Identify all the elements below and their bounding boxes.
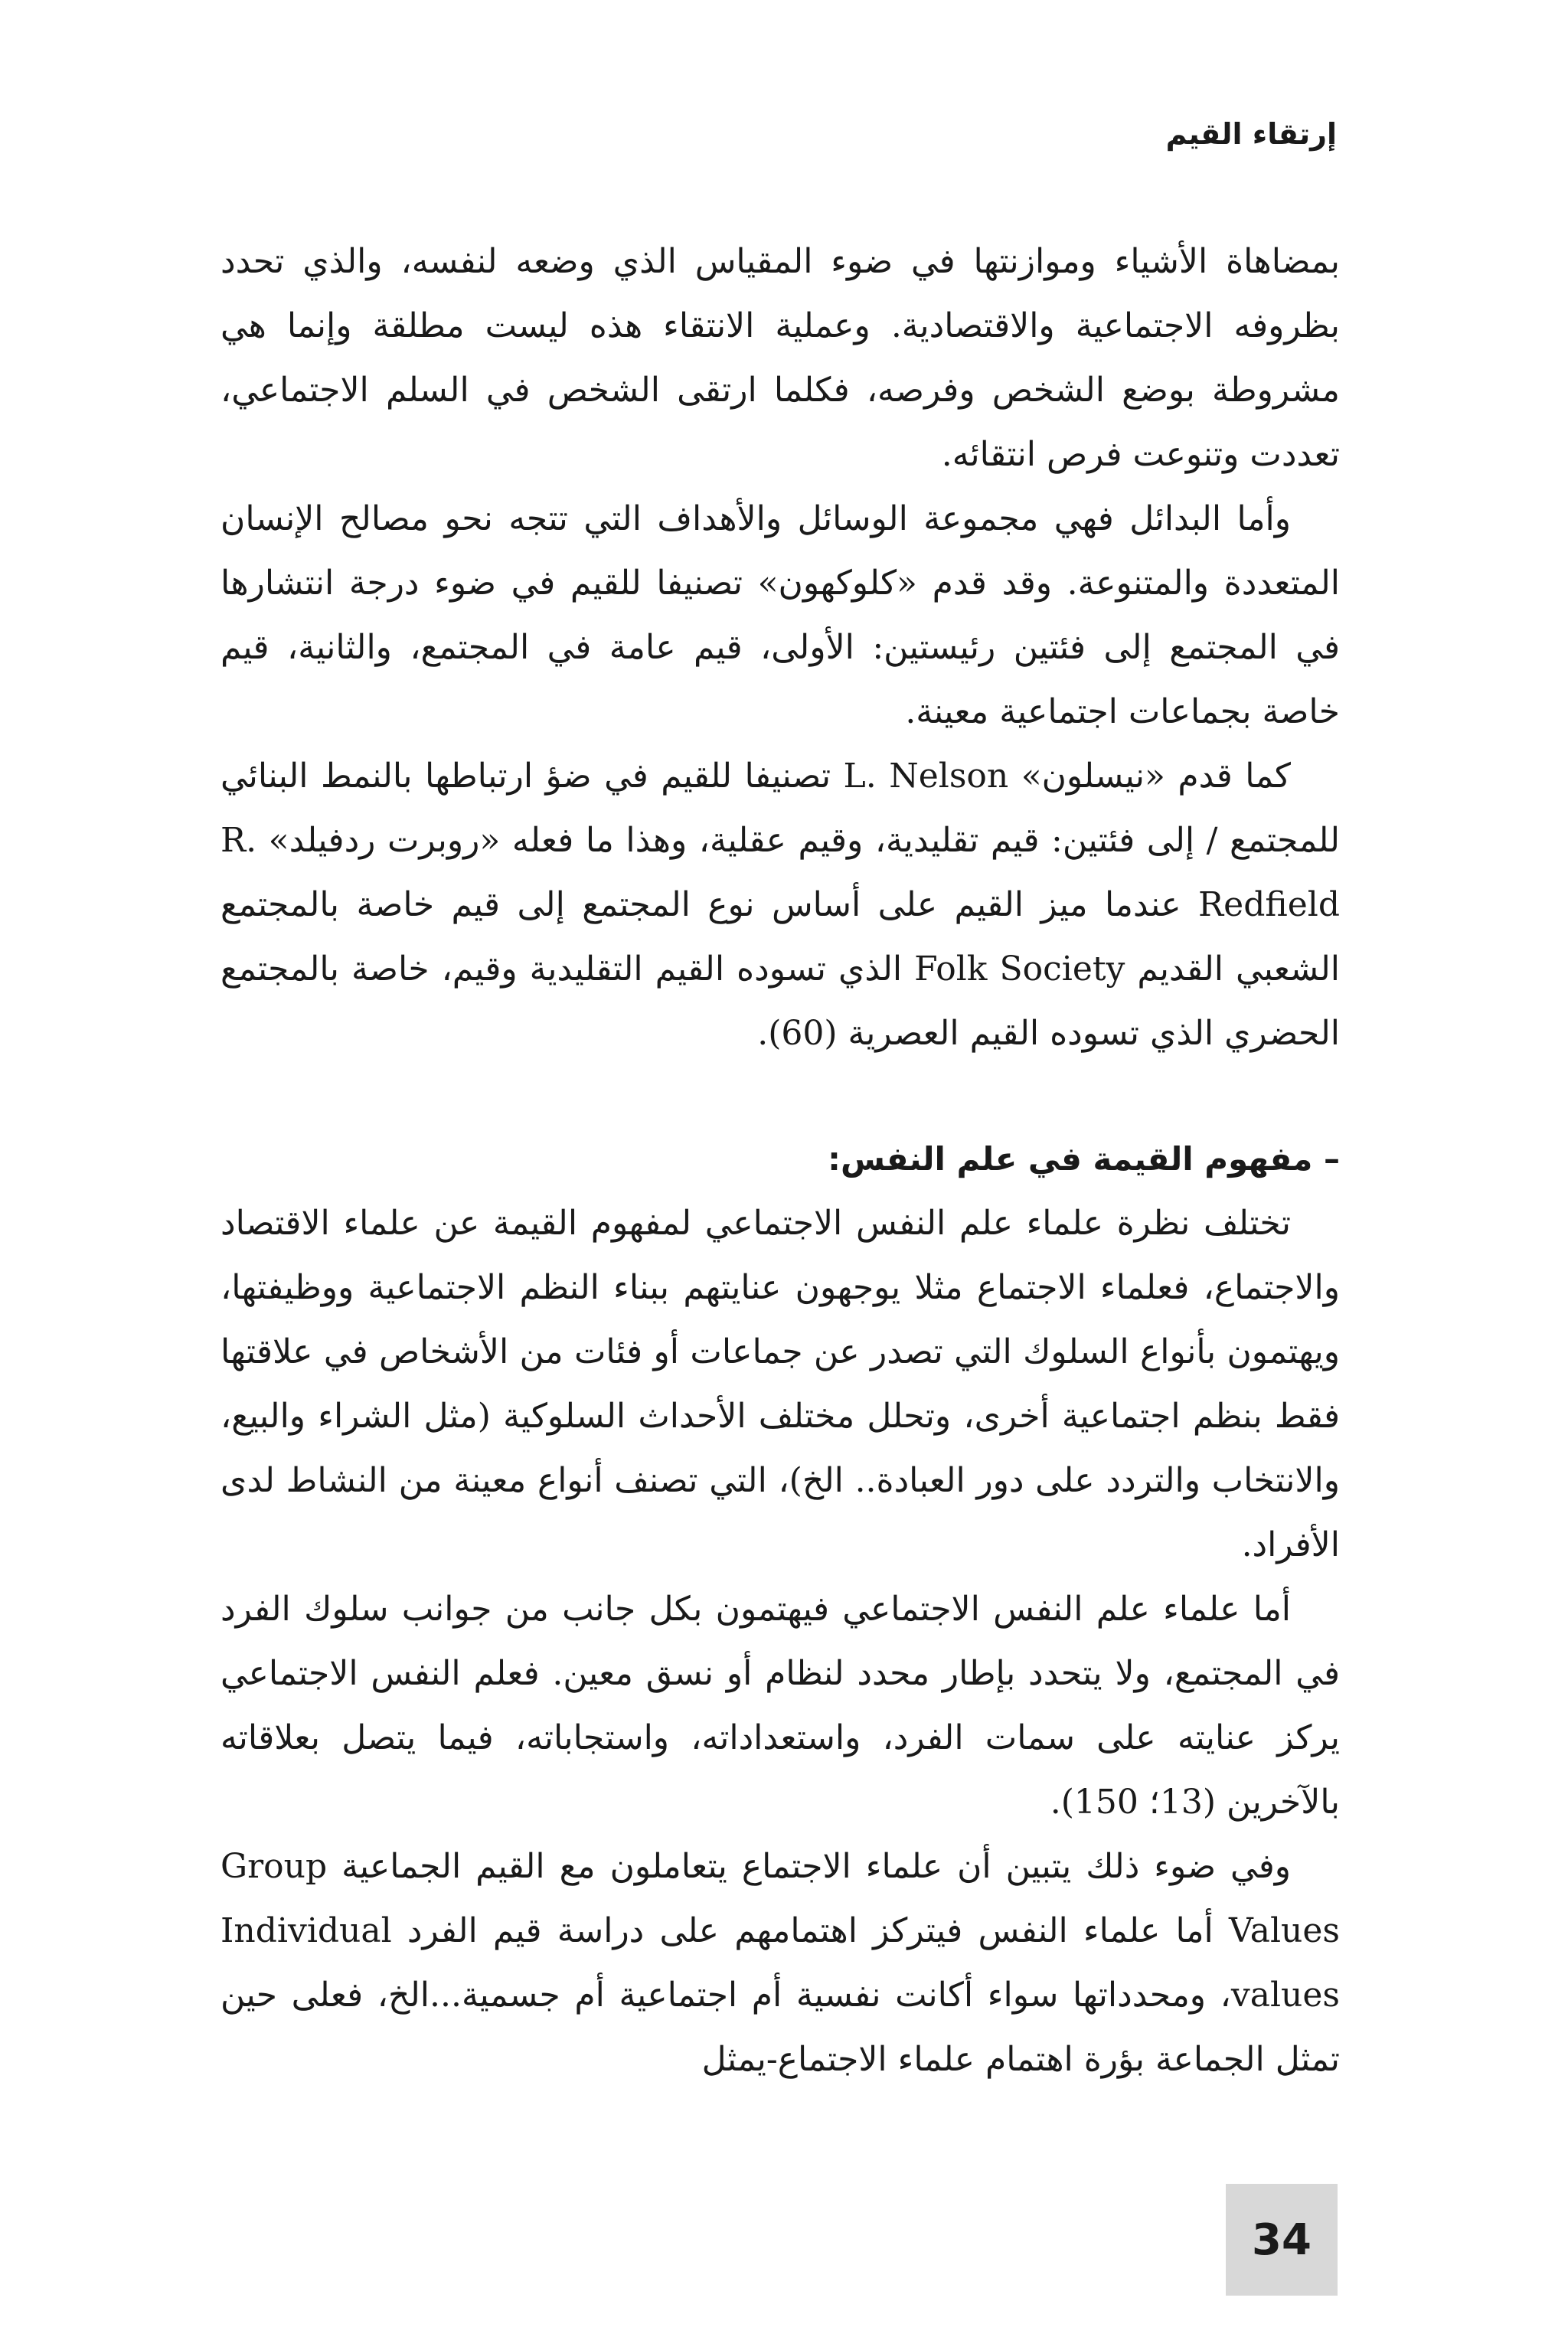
page-body: [220, 230, 1340, 2092]
paragraph-4: تختلف نظرة علماء علم النفس الاجتماعي لمفهوم القيمة عن علماء الاقتصاد والاجتماع، فعلماء الاجتماع مثلا يوجهون عنايتهم ببناء النظم الاجتماعية ووظيفتها، ويهتمون بأنواع السلوك التي تصدر عن جماعات أو فئات من الأشخاص في علاقتها فقط بنظم اجتماعية أخرى، وتحلل مختلف الأحداث السلوكية (مثل الشراء والبيع، والانتخاب والتردد على دور العبادة.. الخ)، التي تصنف أنواع معينة من النشاط لدى الأفراد.: [220, 1204, 1340, 1564]
paragraph-5: أما علماء علم النفس الاجتماعي فيهتمون بكل جانب من جوانب سلوك الفرد في المجتمع، ولا يتحدد بإطار محدد لنظام أو نسق معين. فعلم النفس الاجتماعي يركز عنايته على سمات الفرد، واستعداداته، واستجاباته، فيما يتصل بعلاقاته بالآخرين (13؛ 150).: [220, 1590, 1340, 1822]
running-header: إرتقاء القيم: [1165, 117, 1337, 151]
section-heading: – مفهوم القيمة في علم النفس:: [828, 1140, 1340, 1178]
paragraph-6: وفي ضوء ذلك يتبين أن علماء الاجتماع يتعاملون مع القيم الجماعية Group Values أما علماء النفس فيتركز اهتمامهم على دراسة قيم الفرد Individual values، ومحدداتها سواء أكانت نفسية أم اجتماعية أم جسمية...الخ، فعلى حين تمثل الجماعة بؤرة اهتمام علماء الاجتماع-يمثل: [220, 1847, 1340, 2079]
paragraph-1: بمضاهاة الأشياء وموازنتها في ضوء المقياس الذي وضعه لنفسه، والذي تحدد بظروفه الاجتماعية والاقتصادية. وعملية الانتقاء هذه ليست مطلقة وإنما هي مشروطة بوضع الشخص وفرصه، فكلما ارتقى الشخص في السلم الاجتماعي، تعددت وتنوعت فرص انتقائه.: [220, 242, 1340, 474]
paragraph-2: وأما البدائل فهي مجموعة الوسائل والأهداف التي تتجه نحو مصالح الإنسان المتعددة والمتنوعة. وقد قدم «كلوكهون» تصنيفا للقيم في ضوء درجة انتشارها في المجتمع إلى فئتين رئيستين: الأولى، قيم عامة في المجتمع، والثانية، قيم خاصة بجماعات اجتماعية معينة.: [220, 499, 1340, 731]
page-number: 34: [1226, 2184, 1338, 2296]
paragraph-3: كما قدم «نيسلون» L. Nelson تصنيفا للقيم في ضؤ ارتباطها بالنمط البنائي للمجتمع / إلى فئتين: قيم تقليدية، وقيم عقلية، وهذا ما فعله «روبرت ردفيلد» R. Redfield عندما ميز القيم على أساس نوع المجتمع إلى قيم خاصة بالمجتمع الشعبي القديم Folk Society الذي تسوده القيم التقليدية وقيم، خاصة بالمجتمع الحضري الذي تسوده القيم العصرية (60).: [220, 757, 1341, 1053]
